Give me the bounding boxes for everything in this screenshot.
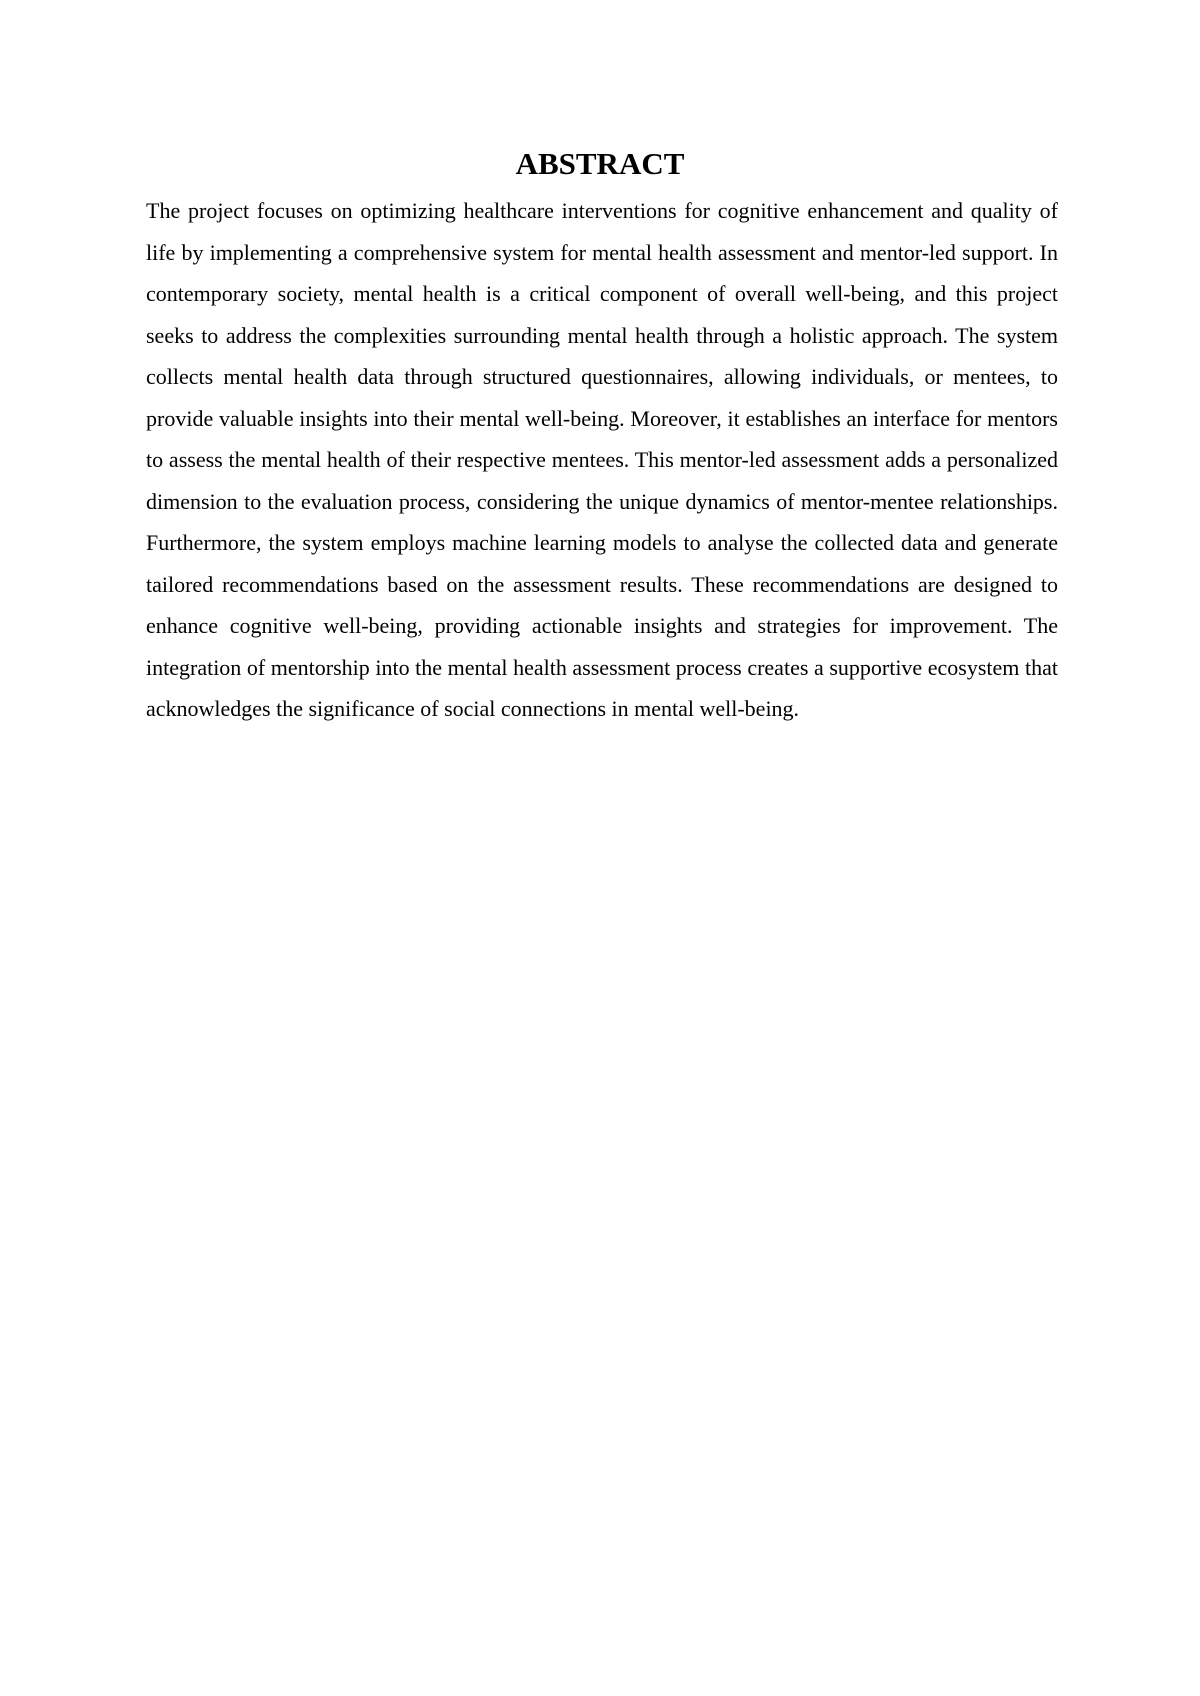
abstract-paragraph: The project focuses on optimizing healthcare interventions for cognitive enhancement and quality of life by implementing a comprehensive system for mental health assessment and mentor-led support. In contemporary society, mental health is a critical component of overall well-being, and this project seeks to address the complexities surrounding mental health through a holistic approach. The system collects mental health data through structured questionnaires, allowing individuals, or mentees, to provide valuable insights into their mental well-being. Moreover, it establishes an interface for mentors to assess the mental health of their respective mentees. This mentor-led assessment adds a personalized dimension to the evaluation process, considering the unique dynamics of mentor-mentee relationships. Furthermore, the system employs machine learning models to analyse the collected data and generate tailored recommendations based on the assessment results. These recommendations are designed to enhance cognitive well-being, providing actionable insights and strategies for improvement. The integration of mentorship into the mental health assessment process creates a supportive ecosystem that acknowledges the significance of social connections in mental well-being.: [146, 198, 1058, 721]
section-heading: ABSTRACT: [515, 146, 685, 181]
